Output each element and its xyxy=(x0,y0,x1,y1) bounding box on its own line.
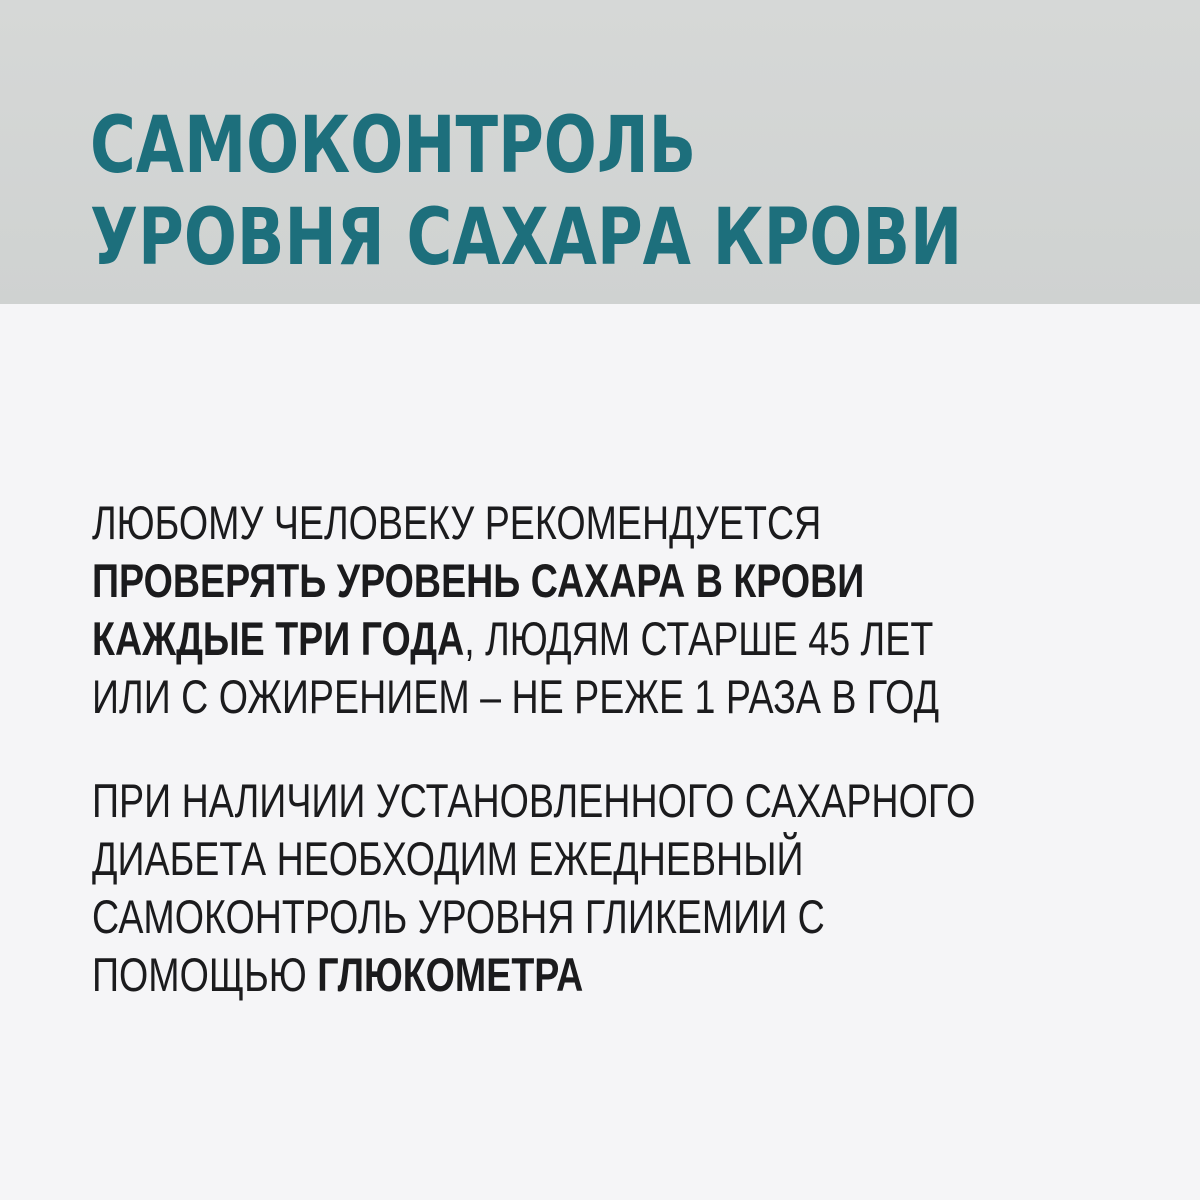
paragraph2-line1: ПРИ НАЛИЧИИ УСТАНОВЛЕННОГО САХАРНОГО xyxy=(92,774,976,827)
title-line-1: САМОКОНТРОЛЬ xyxy=(90,101,697,191)
recommendation-paragraph xyxy=(92,494,939,726)
page-title xyxy=(90,100,962,284)
paragraph2-line4-start: ПОМОЩЬЮ xyxy=(92,948,318,1001)
diabetes-paragraph xyxy=(92,772,975,1004)
check-sugar-emphasis: ПРОВЕРЯТЬ УРОВЕНЬ САХАРА В КРОВИ xyxy=(92,554,865,607)
paragraph2-line4 xyxy=(92,946,975,1004)
glucometer-emphasis: ГЛЮКОМЕТРА xyxy=(317,948,584,1001)
paragraph1-line4: ИЛИ С ОЖИРЕНИЕМ – НЕ РЕЖЕ 1 РАЗА В ГОД xyxy=(92,670,940,723)
every-three-years-emphasis: КАЖДЫЕ ТРИ ГОДА xyxy=(92,612,465,665)
paragraph1-line2 xyxy=(92,552,939,610)
paragraph2-line2: ДИАБЕТА НЕОБХОДИМ ЕЖЕДНЕВНЫЙ xyxy=(92,832,804,885)
paragraph1-line1: ЛЮБОМУ ЧЕЛОВЕКУ РЕКОМЕНДУЕТСЯ xyxy=(92,496,822,549)
paragraph2-line3: САМОКОНТРОЛЬ УРОВНЯ ГЛИКЕМИИ С xyxy=(92,890,825,943)
title-line-2: УРОВНЯ САХАРА КРОВИ xyxy=(90,193,963,283)
paragraph1-line3-rest: , ЛЮДЯМ СТАРШЕ 45 ЛЕТ xyxy=(464,612,934,665)
paragraph1-line3 xyxy=(92,610,939,668)
